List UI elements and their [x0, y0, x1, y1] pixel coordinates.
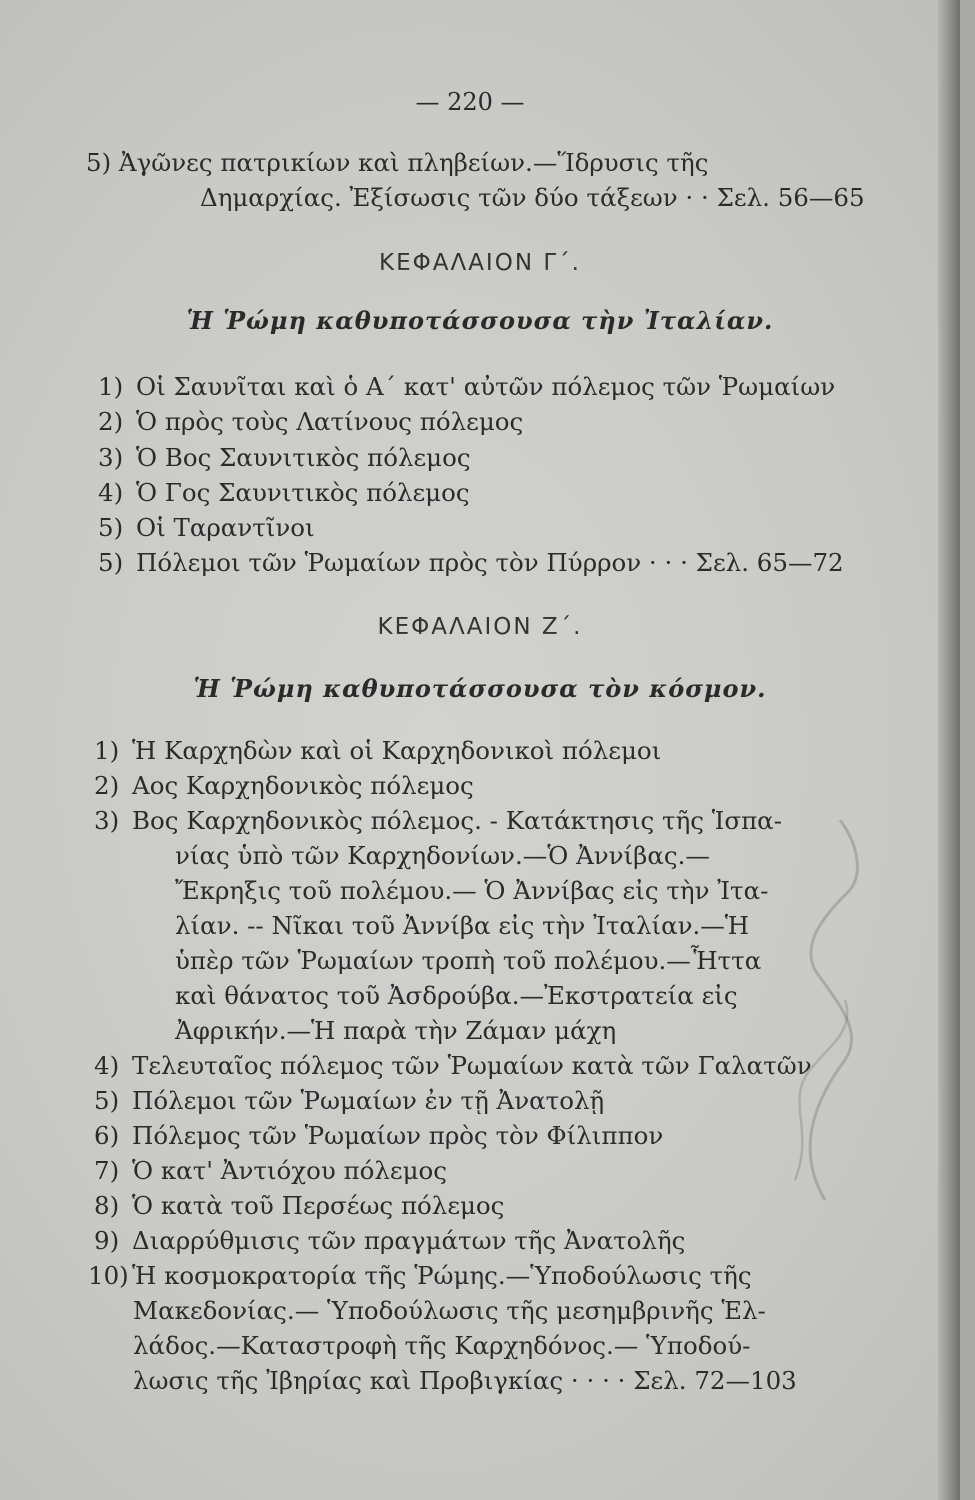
- item-text: Ὁ Βος Σαυνιτικὸς πόλεμος: [136, 443, 471, 472]
- item-continuation: Ἀφρικήν.—Ἡ παρὰ τὴν Ζάμαν μάχη: [175, 1016, 617, 1045]
- item-text: Πόλεμοι τῶν Ῥωμαίων πρὸς τὸν Πύρρον · · · Σελ. 65—72: [136, 548, 844, 577]
- list-item: [94, 736, 661, 766]
- item-number: 1): [98, 372, 124, 401]
- item-number: 7): [94, 1156, 120, 1185]
- entry-5-line2: Δημαρχίας. Ἐξίσωσις τῶν δύο τάξεων · · Σελ. 56—65: [200, 183, 865, 212]
- list-item: [94, 806, 782, 836]
- list-item: [98, 443, 471, 473]
- item-number: 3): [94, 806, 120, 835]
- chapter-subtitle-6: Ἡ Ῥώμη καθυποτάσσουσα τὴν Ἰταλίαν.: [186, 306, 774, 335]
- item-continuation: Ἔκρηξις τοῦ πολέμου.— Ὁ Ἀννίβας εἰς τὴν Ἰτα-: [175, 876, 769, 905]
- item-continuation: ὑπὲρ τῶν Ῥωμαίων τροπὴ τοῦ πολέμου.—Ἧττα: [175, 946, 762, 975]
- list-item: [94, 1191, 504, 1221]
- item-continuation: λάδος.—Καταστροφὴ τῆς Καρχηδόνος.— Ὑποδού-: [133, 1331, 751, 1360]
- list-item: [98, 478, 470, 508]
- list-item: [98, 513, 315, 543]
- item-number: 1): [94, 736, 120, 765]
- page-edge-shadow: [938, 0, 960, 1500]
- item-text: Ἡ κοσμοκρατορία τῆς Ῥώμης.—Ὑποδούλωσις τῆς: [132, 1261, 752, 1290]
- item-number: 5): [98, 513, 124, 542]
- list-item: [94, 1086, 604, 1116]
- chapter-subtitle-7: Ἡ Ῥώμη καθυποτάσσουσα τὸν κόσμον.: [193, 674, 767, 703]
- item-number: 6): [94, 1121, 120, 1150]
- list-item: [94, 1051, 812, 1081]
- item-text: Πόλεμοι τῶν Ῥωμαίων ἐν τῇ Ἀνατολῇ: [132, 1086, 605, 1115]
- item-text: Οἱ Σαυνῖται καὶ ὁ Α΄ κατ' αὐτῶν πόλεμος τῶν Ῥωμαίων: [136, 372, 836, 401]
- item-text: Ὁ κατὰ τοῦ Περσέως πόλεμος: [132, 1191, 505, 1220]
- list-item: [98, 407, 523, 437]
- list-item: [98, 372, 835, 402]
- item-number: 4): [98, 478, 124, 507]
- item-continuation: καὶ θάνατος τοῦ Ἀσδρούβα.—Ἐκστρατεία εἰς: [175, 981, 738, 1010]
- item-continuation: Μακεδονίας.— Ὑποδούλωσις τῆς μεσημβρινῆς Ἑλ-: [133, 1296, 766, 1325]
- item-number: 9): [94, 1226, 120, 1255]
- item-text: Διαρρύθμισις τῶν πραγμάτων τῆς Ἀνατολῆς: [132, 1226, 686, 1255]
- list-item: [98, 548, 844, 578]
- item-number: 4): [94, 1051, 120, 1080]
- item-continuation: λωσις τῆς Ἰβηρίας καὶ Προβιγκίας · · · · Σελ. 72—103: [133, 1366, 797, 1395]
- item-text: Οἱ Ταραντῖνοι: [136, 513, 315, 542]
- chapter-heading-7: ΚΕΦΑΛΑΙΟΝ Ζ΄.: [377, 614, 583, 640]
- item-continuation: νίας ὑπὸ τῶν Καρχηδονίων.—Ὁ Ἀννίβας.—: [175, 841, 710, 870]
- item-text: Πόλεμος τῶν Ῥωμαίων πρὸς τὸν Φίλιππον: [132, 1121, 664, 1150]
- entry-5-line1: 5) Ἀγῶνες πατρικίων καὶ πληβείων.—Ἵδρυσις τῆς: [86, 148, 709, 177]
- list-item: [94, 1226, 685, 1256]
- list-item: [94, 1121, 663, 1151]
- item-number: 5): [98, 548, 124, 577]
- item-text: Τελευταῖος πόλεμος τῶν Ῥωμαίων κατὰ τῶν Γαλατῶν: [132, 1051, 812, 1080]
- item-number: 2): [94, 771, 120, 800]
- item-text: Ὁ Γος Σαυνιτικὸς πόλεμος: [136, 478, 470, 507]
- item-text: Ὁ πρὸς τοὺς Λατίνους πόλεμος: [136, 407, 524, 436]
- item-text: Ὁ κατ' Ἀντιόχου πόλεμος: [132, 1156, 448, 1185]
- item-text: Ἡ Καρχηδὼν καὶ οἱ Καρχηδονικοὶ πόλεμοι: [132, 736, 662, 765]
- item-text: Αος Καρχηδονικὸς πόλεμος: [132, 771, 474, 800]
- item-continuation: λίαν. -- Νῖκαι τοῦ Ἀννίβα εἰς τὴν Ἰταλίαν.—Ἡ: [175, 911, 750, 940]
- list-item: [94, 1156, 447, 1186]
- signature-stroke: [810, 820, 857, 1200]
- item-number: 8): [94, 1191, 120, 1220]
- item-number: 5): [94, 1086, 120, 1115]
- item-text: Βος Καρχηδονικὸς πόλεμος. - Κατάκτησις τῆς Ἱσπα-: [132, 806, 782, 835]
- page-number: — 220 —: [415, 88, 525, 116]
- item-number: 10): [88, 1261, 129, 1290]
- list-item: [94, 771, 474, 801]
- list-item: [88, 1261, 752, 1291]
- signature-stroke: [795, 1000, 847, 1180]
- handwritten-signature: [755, 800, 895, 1220]
- item-number: 2): [98, 407, 124, 436]
- item-number: 3): [98, 443, 124, 472]
- chapter-heading-6: ΚΕΦΑΛΑΙΟΝ Γ΄.: [379, 250, 581, 276]
